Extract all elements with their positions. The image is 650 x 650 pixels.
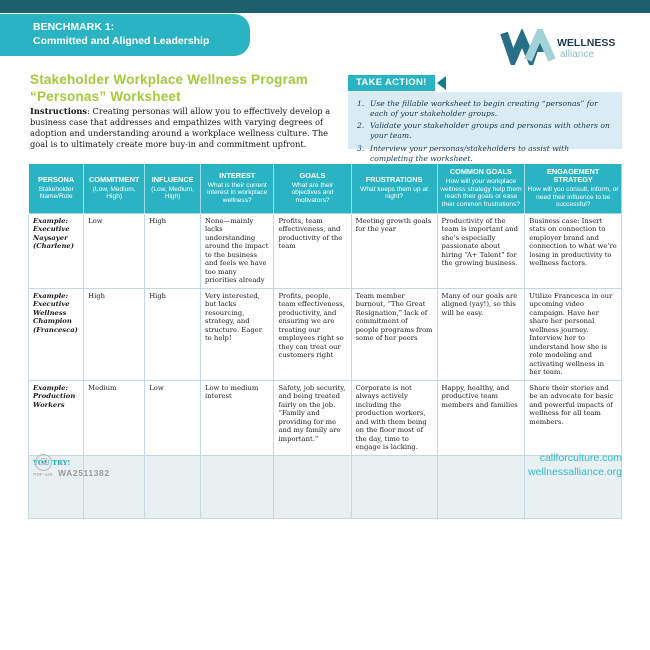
column-subtitle: (Low, Medium, High) bbox=[92, 185, 136, 201]
table-cell: Safety, job security, and being treated fairly on the job. “Family and providing for me and my family are important.” bbox=[274, 380, 351, 455]
link-wellnessalliance[interactable]: wellnessalliance.org bbox=[528, 466, 622, 479]
table-cell: Medium bbox=[84, 380, 145, 455]
document-code: WA2511382 bbox=[58, 468, 110, 478]
item-text: Validate your stakeholder groups and personas with others on your team. bbox=[370, 121, 610, 141]
take-action-header bbox=[348, 75, 446, 91]
badge-icon bbox=[35, 454, 52, 471]
persona-cell bbox=[29, 214, 84, 289]
top-bar bbox=[0, 0, 650, 13]
instructions-text: : Creating personas will allow you to effectively develop a business case that addresses and empathizes with varying degrees of adoption and understanding around a workplace wellness culture. The goal is to ultimately create more buy-in and commitment upfront. bbox=[30, 106, 331, 149]
item-text: Use the fillable worksheet to begin creating “personas” for each of your stakeholder groups. bbox=[370, 99, 598, 118]
column-title: ENGAGEMENT STRATEGY bbox=[547, 166, 600, 185]
table-cell: High bbox=[145, 288, 201, 380]
column-header bbox=[200, 164, 274, 214]
fillable-cell[interactable] bbox=[351, 455, 437, 518]
persona-label: YOU TRY! bbox=[33, 458, 71, 467]
table-cell: Very interested, but lacks resourcing, strategy, and structure. Eager to help! bbox=[200, 288, 274, 380]
column-title: INFLUENCE bbox=[151, 174, 194, 184]
take-action-list bbox=[357, 99, 614, 163]
wa-monogram-icon bbox=[500, 29, 622, 65]
table-cell: Utilize Francesca in our upcoming video campaign. Have her share her personal wellness journey. Interview her to understand how she is role modeling and activating wellness in her team. bbox=[525, 288, 622, 380]
link-callforculture[interactable]: callforculture.com bbox=[539, 452, 622, 464]
logo-wordmark-bottom: alliance bbox=[560, 49, 594, 60]
table-cell: None—mainly lacks understanding around the impact to the business and feels we have too many priorities already bbox=[200, 214, 274, 289]
take-action-item bbox=[357, 121, 614, 140]
table-cell: Share their stories and be an advocate for basic and powerful impacts of wellness for all team members. bbox=[525, 380, 622, 455]
column-header bbox=[525, 164, 622, 214]
fillable-cell[interactable] bbox=[200, 455, 274, 518]
persona-name: Production Workers bbox=[33, 392, 76, 409]
table-cell: Meeting growth goals for the year bbox=[351, 214, 437, 289]
table-cell: Business case: Insert stats on connection to employer brand and connection to what we’re losing in productivity to wellness factors. bbox=[525, 214, 622, 289]
item-number: 3. bbox=[357, 143, 365, 153]
persona-name: Executive Wellness Champion (Francesca) bbox=[33, 300, 78, 334]
logo-wordmark-top: WELLNESS bbox=[557, 37, 616, 49]
page-title-line2: “Personas” Worksheet bbox=[30, 88, 181, 104]
table-cell: Low to medium interest bbox=[200, 380, 274, 455]
table-cell: Profits, team effectiveness, and productivity of the team bbox=[274, 214, 351, 289]
column-title: COMMITMENT bbox=[89, 174, 140, 184]
persona-label: Example: bbox=[33, 383, 68, 392]
fillable-cell[interactable] bbox=[84, 455, 145, 518]
persona-label: Example: bbox=[33, 291, 68, 300]
page-title-line1: Stakeholder Workplace Wellness Program bbox=[30, 72, 308, 87]
column-title: INTEREST bbox=[219, 171, 256, 181]
table-cell: Profits, people, team effectiveness, productivity, and ensuring we are treating our employees right so they can treat our customers right bbox=[274, 288, 351, 380]
take-action-label: TAKE ACTION! bbox=[348, 75, 435, 91]
column-subtitle: What is their current interest in workplace wellness? bbox=[207, 181, 268, 205]
footer-links bbox=[528, 451, 622, 479]
persona-cell bbox=[29, 380, 84, 455]
example-row bbox=[29, 288, 622, 380]
column-title: GOALS bbox=[299, 171, 326, 181]
example-row bbox=[29, 214, 622, 289]
column-header bbox=[29, 164, 84, 214]
instructions-paragraph bbox=[30, 106, 348, 150]
column-header bbox=[351, 164, 437, 214]
benchmark-label: BENCHMARK 1: bbox=[33, 21, 115, 33]
fillable-cell[interactable] bbox=[437, 455, 525, 518]
benchmark-title: Committed and Aligned Leadership bbox=[33, 34, 210, 47]
persona-label: Example: bbox=[33, 217, 68, 225]
fillable-cell[interactable] bbox=[145, 455, 201, 518]
persona-cell bbox=[29, 288, 84, 380]
column-title: FRUSTRATIONS bbox=[365, 174, 423, 184]
table-cell: High bbox=[145, 214, 201, 289]
fillable-cell[interactable] bbox=[274, 455, 351, 518]
badge-label: PDF-425 bbox=[33, 472, 53, 477]
take-action-item bbox=[357, 99, 614, 118]
pdf-badge bbox=[30, 454, 56, 477]
column-title: PERSONA bbox=[38, 174, 75, 184]
table-cell: Low bbox=[145, 380, 201, 455]
column-header bbox=[274, 164, 351, 214]
column-header bbox=[437, 164, 525, 214]
instructions-label: Instructions bbox=[30, 106, 88, 116]
wellness-alliance-logo bbox=[500, 29, 622, 65]
take-action-box bbox=[348, 92, 622, 163]
column-title: COMMON GOALS bbox=[449, 167, 512, 177]
page-title bbox=[30, 72, 308, 106]
table-cell: Corporate is not always actively including the production workers, and with them being on the floor most of the day, time to engage is lacking. bbox=[351, 380, 437, 455]
column-subtitle: What keeps them up at night? bbox=[360, 185, 428, 201]
example-row bbox=[29, 380, 622, 455]
column-subtitle: How will your workplace wellness strategy help them reach their goals or ease their common frustrations? bbox=[440, 177, 522, 209]
table-cell: Happy, healthy, and productive team members and families bbox=[437, 380, 525, 455]
persona-name: Executive Naysayer (Charlene) bbox=[33, 225, 74, 251]
table-cell: High bbox=[84, 288, 145, 380]
table-cell: Low bbox=[84, 214, 145, 289]
benchmark-banner bbox=[0, 14, 250, 56]
table-cell: Many of our goals are aligned (yay!), so this will be easy. bbox=[437, 288, 525, 380]
item-text: Interview your personas/stakeholders to assist with completing the worksheet. bbox=[370, 143, 570, 163]
column-subtitle: What are their objectives and motivators? bbox=[291, 181, 334, 205]
column-subtitle: How will you consult, inform, or need their influence to be successful? bbox=[527, 185, 619, 209]
column-subtitle: (Low, Medium, High) bbox=[151, 185, 195, 201]
column-subtitle: Stakeholder Name/Role bbox=[38, 185, 74, 201]
column-header bbox=[145, 164, 201, 214]
column-header bbox=[84, 164, 145, 214]
take-action-item bbox=[357, 144, 614, 163]
item-number: 2. bbox=[357, 121, 365, 131]
table-cell: Productivity of the team is important and she’s especially passionate about hiring “A+ Talent” for the growing business. bbox=[437, 214, 525, 289]
item-number: 1. bbox=[357, 99, 365, 108]
ribbon-arrow-icon bbox=[437, 76, 446, 90]
table-cell: Team member burnout, “The Great Resignation,” lack of commitment of people programs from some of her peers bbox=[351, 288, 437, 380]
